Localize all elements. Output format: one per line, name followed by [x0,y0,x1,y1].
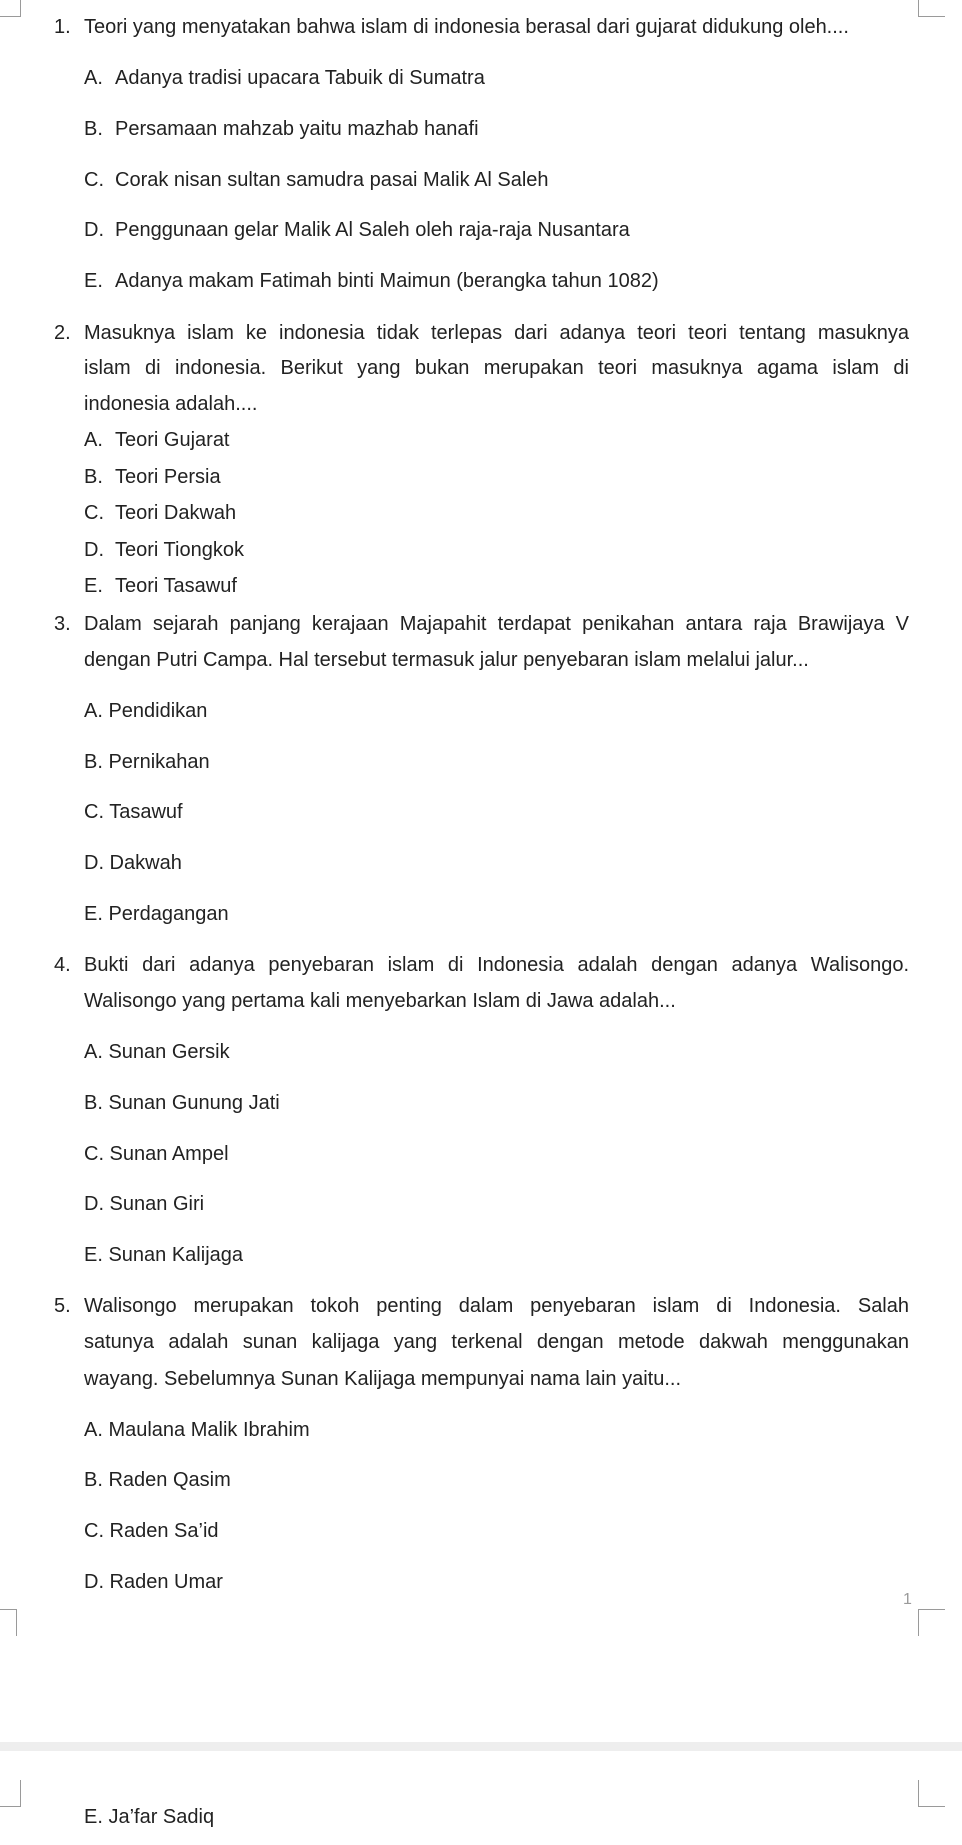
question-text: dengan Putri Campa. Hal tersebut termasuk jalur penyebaran islam melalui jalur... [84,649,809,671]
question-text: Bukti dari adanya penyebaran islam di Indonesia adalah dengan adanya Walisongo. [84,954,909,976]
question-number: 4. [54,954,71,976]
option-text: E. Perdagangan [84,903,229,925]
option-letter: A. [84,67,103,89]
question-number: 2. [54,322,71,344]
corner-mark-bottom-left-page1 [0,1609,17,1636]
option-text: E. Sunan Kalijaga [84,1244,244,1266]
option-text: A. Sunan Gersik [84,1041,230,1063]
option-letter: B. [84,118,103,140]
option-text: D. Sunan Giri [84,1193,205,1215]
question-number: 1. [54,16,71,38]
corner-mark-top-right-page2 [918,1780,945,1807]
option-letter: E. [84,270,103,292]
option-text: C. Sunan Ampel [84,1143,229,1165]
option-text: Persamaan mahzab yaitu mazhab hanafi [115,118,479,140]
option-text: Penggunaan gelar Malik Al Saleh oleh raja-raja Nusantara [115,219,630,241]
option-text: Teori Tiongkok [115,539,244,561]
option-text: Teori Tasawuf [115,575,237,597]
option-text: D. Raden Umar [84,1571,223,1593]
option-text: Corak nisan sultan samudra pasai Malik Al Saleh [115,169,549,191]
option-letter: E. [84,575,103,597]
corner-mark-top-left [0,0,21,17]
page-break-gap [0,1742,962,1751]
option-text: D. Dakwah [84,852,182,874]
option-text: Adanya makam Fatimah binti Maimun (berangka tahun 1082) [115,270,659,292]
corner-mark-top-left-page2 [0,1780,21,1807]
question-text: Walisongo merupakan tokoh penting dalam penyebaran islam di Indonesia. Salah [84,1295,909,1317]
option-text: A. Maulana Malik Ibrahim [84,1419,310,1441]
option-text: B. Raden Qasim [84,1469,231,1491]
option-text: B. Sunan Gunung Jati [84,1092,280,1114]
option-letter: C. [84,502,104,524]
question-number: 3. [54,613,71,635]
option-text: C. Tasawuf [84,801,183,823]
option-text: B. Pernikahan [84,751,210,773]
option-letter: B. [84,466,103,488]
corner-mark-top-right [918,0,945,17]
question-text: Walisongo yang pertama kali menyebarkan Islam di Jawa adalah... [84,990,676,1012]
page-number: 1 [903,1591,912,1608]
option-letter: A. [84,429,103,451]
corner-mark-bottom-right-page1 [918,1609,945,1636]
option-text: C. Raden Sa’id [84,1520,219,1542]
option-text: Adanya tradisi upacara Tabuik di Sumatra [115,67,485,89]
option-text: E. Ja’far Sadiq [84,1806,215,1828]
option-text: Teori Persia [115,466,221,488]
option-letter: D. [84,539,104,561]
question-number: 5. [54,1295,71,1317]
option-text: A. Pendidikan [84,700,208,722]
question-text: Masuknya islam ke indonesia tidak terlepas dari adanya teori teori tentang masuknya [84,322,909,344]
option-letter: D. [84,219,104,241]
option-letter: C. [84,169,104,191]
option-text: Teori Gujarat [115,429,230,451]
question-text: islam di indonesia. Berikut yang bukan merupakan teori masuknya agama islam di [84,357,909,379]
question-text: satunya adalah sunan kalijaga yang terkenal dengan metode dakwah menggunakan [84,1331,909,1353]
question-text: indonesia adalah.... [84,393,258,415]
question-text: Dalam sejarah panjang kerajaan Majapahit terdapat penikahan antara raja Brawijaya V [84,613,909,635]
question-text: wayang. Sebelumnya Sunan Kalijaga mempunyai nama lain yaitu... [84,1368,682,1390]
question-text: Teori yang menyatakan bahwa islam di indonesia berasal dari gujarat didukung oleh.... [84,16,849,38]
option-text: Teori Dakwah [115,502,237,524]
